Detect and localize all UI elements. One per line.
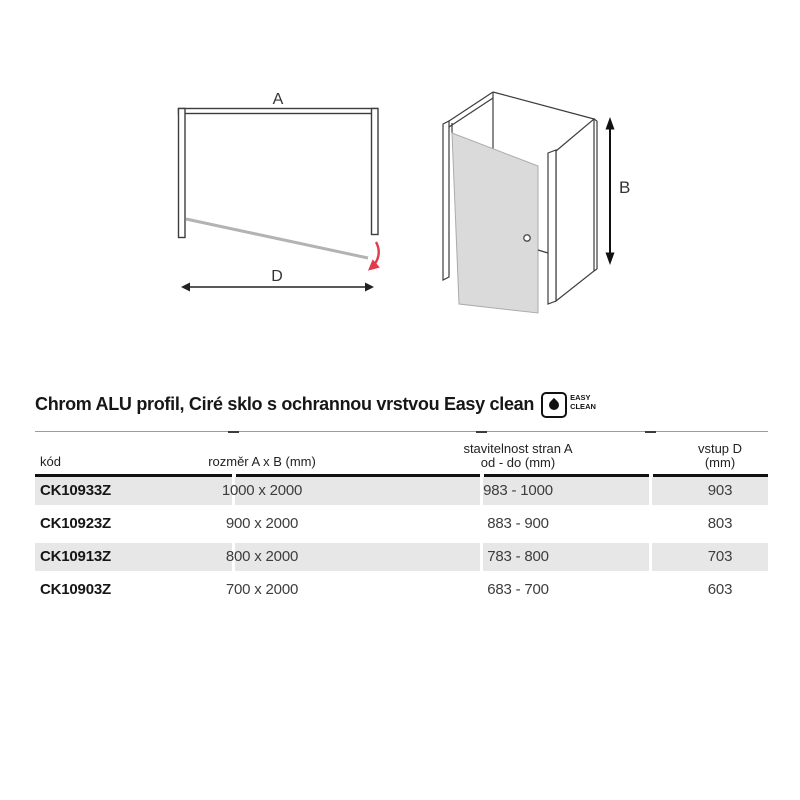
easy-clean-line1: EASY (570, 393, 591, 402)
frame-outline (179, 109, 379, 238)
product-code: CK10933Z (40, 482, 111, 499)
door-bracket (538, 250, 548, 253)
easy-clean-label (570, 394, 596, 411)
page-title: Chrom ALU profil, Ciré sklo s ochrannou vrstvou Easy clean (35, 394, 535, 414)
dimension-d-label: D (271, 268, 283, 285)
product-code: CK10923Z (40, 515, 111, 532)
isometric-diagram (425, 80, 670, 325)
entry-value: 603 (707, 581, 733, 598)
door-knob-icon (524, 235, 530, 241)
col-header-vstup-line2: (mm) (704, 454, 736, 470)
table-header-row (35, 433, 768, 474)
col-header-stavitelnost (398, 442, 638, 469)
col-header-vstup (640, 442, 800, 469)
table-row (35, 543, 768, 576)
product-code: CK10903Z (40, 581, 111, 598)
easy-clean-badge (541, 392, 596, 418)
entry-value: 803 (707, 515, 733, 532)
size-value: 700 x 2000 (225, 581, 299, 598)
dimension-a-label: A (272, 91, 284, 108)
range-value: 883 - 900 (487, 515, 549, 532)
glass-door-panel (452, 133, 538, 313)
easy-clean-line2: CLEAN (570, 401, 596, 411)
size-value: 900 x 2000 (225, 515, 299, 532)
col-header-kod: kód (40, 454, 61, 469)
dimension-b-label: B (619, 178, 631, 197)
col-header-rozmer: rozměr A x B (mm) (208, 454, 316, 469)
size-value: 800 x 2000 (225, 548, 299, 565)
col-header-vstup-line1: vstup D (697, 441, 743, 456)
table-row (35, 477, 768, 510)
spec-table (35, 431, 768, 609)
range-value: 783 - 800 (487, 548, 549, 565)
entry-value: 903 (707, 482, 733, 499)
entry-value: 703 (707, 548, 733, 565)
top-view-diagram (140, 60, 440, 310)
col-header-stavitelnost-line2: od - do (mm) (480, 454, 556, 470)
table-row (35, 510, 768, 543)
range-value: 983 - 1000 (483, 482, 553, 499)
table-row (35, 576, 768, 609)
droplet-icon (541, 392, 567, 418)
dimension-b-arrow (606, 117, 615, 265)
product-code: CK10913Z (40, 548, 111, 565)
range-value: 683 - 700 (487, 581, 549, 598)
size-value: 1000 x 2000 (221, 482, 303, 499)
door-swing-line (186, 219, 368, 258)
swing-arrow-icon (371, 242, 379, 268)
title-bar (35, 392, 768, 418)
col-header-stavitelnost-line1: stavitelnost stran A (463, 441, 573, 456)
